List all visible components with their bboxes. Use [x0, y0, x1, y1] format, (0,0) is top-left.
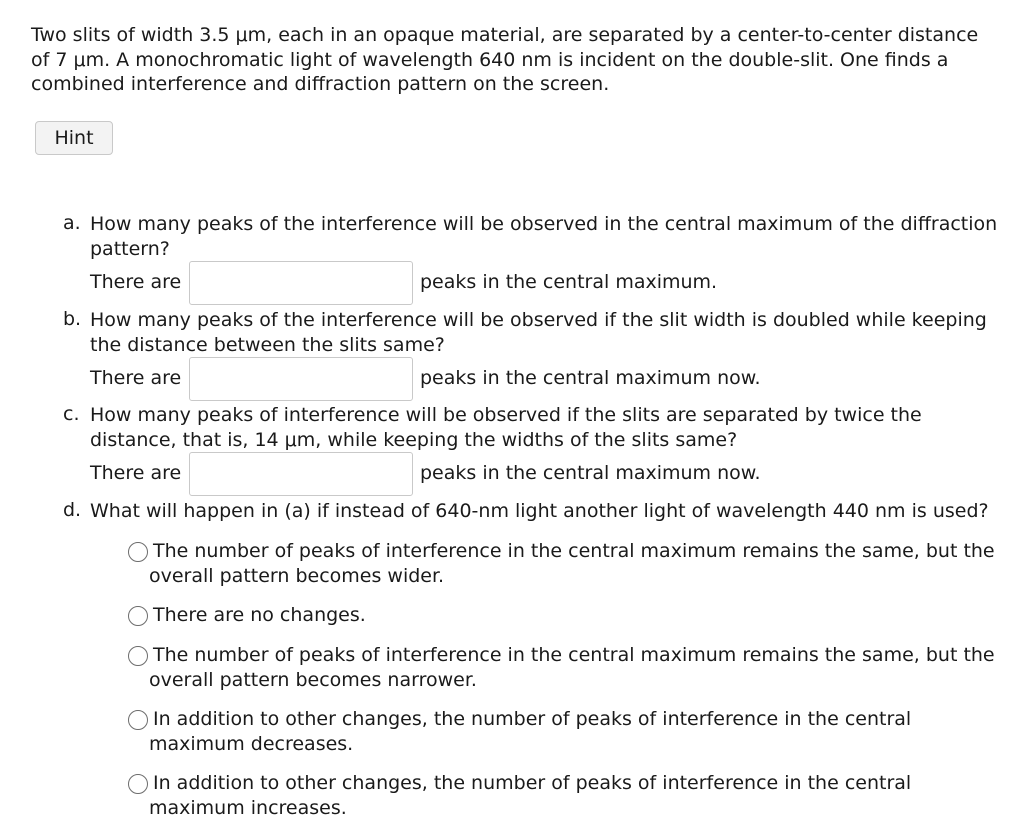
answer-input-c[interactable] — [189, 452, 413, 496]
question-letter: d. — [63, 499, 82, 521]
problem-statement: Two slits of width 3.5 μm, each in an opaque material, are separated by a center-to-center distance of 7 μm. A monochromatic light of wavelength 640 nm is incident on the double-slit. One finds a combined interference and diffraction pattern on the screen. — [31, 24, 979, 95]
question-text: How many peaks of the interference will be observed if the slit width is doubled while keeping the distance between the slits same? — [90, 309, 987, 356]
option-label: The number of peaks of interference in the central maximum remains the same, but the overall pattern becomes wider. — [149, 540, 995, 587]
answer-prefix: There are — [90, 367, 182, 389]
radio-button[interactable] — [128, 710, 148, 730]
question-text: How many peaks of the interference will be observed in the central maximum of the diffraction pattern? — [90, 213, 998, 260]
question-text: What will happen in (a) if instead of 640-nm light another light of wavelength 440 nm is used? — [90, 500, 989, 522]
answer-input-a[interactable] — [189, 261, 413, 305]
radio-button[interactable] — [128, 542, 148, 562]
question-text: How many peaks of interference will be observed if the slits are separated by twice the distance, that is, 14 μm, while keeping the widths of the slits same? — [90, 404, 922, 451]
answer-suffix: peaks in the central maximum. — [420, 271, 718, 293]
radio-button[interactable] — [128, 774, 148, 794]
answer-row-a — [90, 261, 990, 305]
option-label: In addition to other changes, the number of peaks of interference in the central maximum increases. — [149, 772, 912, 819]
answer-row-c — [90, 452, 990, 496]
option-label: In addition to other changes, the number of peaks of interference in the central maximum decreases. — [149, 708, 912, 755]
question-letter: a. — [63, 212, 81, 234]
answer-input-b[interactable] — [189, 357, 413, 401]
answer-suffix: peaks in the central maximum now. — [420, 462, 761, 484]
answer-suffix: peaks in the central maximum now. — [420, 367, 761, 389]
option-label: The number of peaks of interference in the central maximum remains the same, but the overall pattern becomes narrower. — [149, 644, 995, 691]
question-letter: c. — [63, 403, 80, 425]
radio-button[interactable] — [128, 606, 148, 626]
answer-prefix: There are — [90, 462, 182, 484]
hint-button[interactable]: Hint — [35, 121, 113, 155]
option-label: There are no changes. — [153, 604, 366, 626]
question-letter: b. — [63, 308, 82, 330]
answer-prefix: There are — [90, 271, 182, 293]
radio-button[interactable] — [128, 646, 148, 666]
answer-row-b — [90, 357, 990, 401]
